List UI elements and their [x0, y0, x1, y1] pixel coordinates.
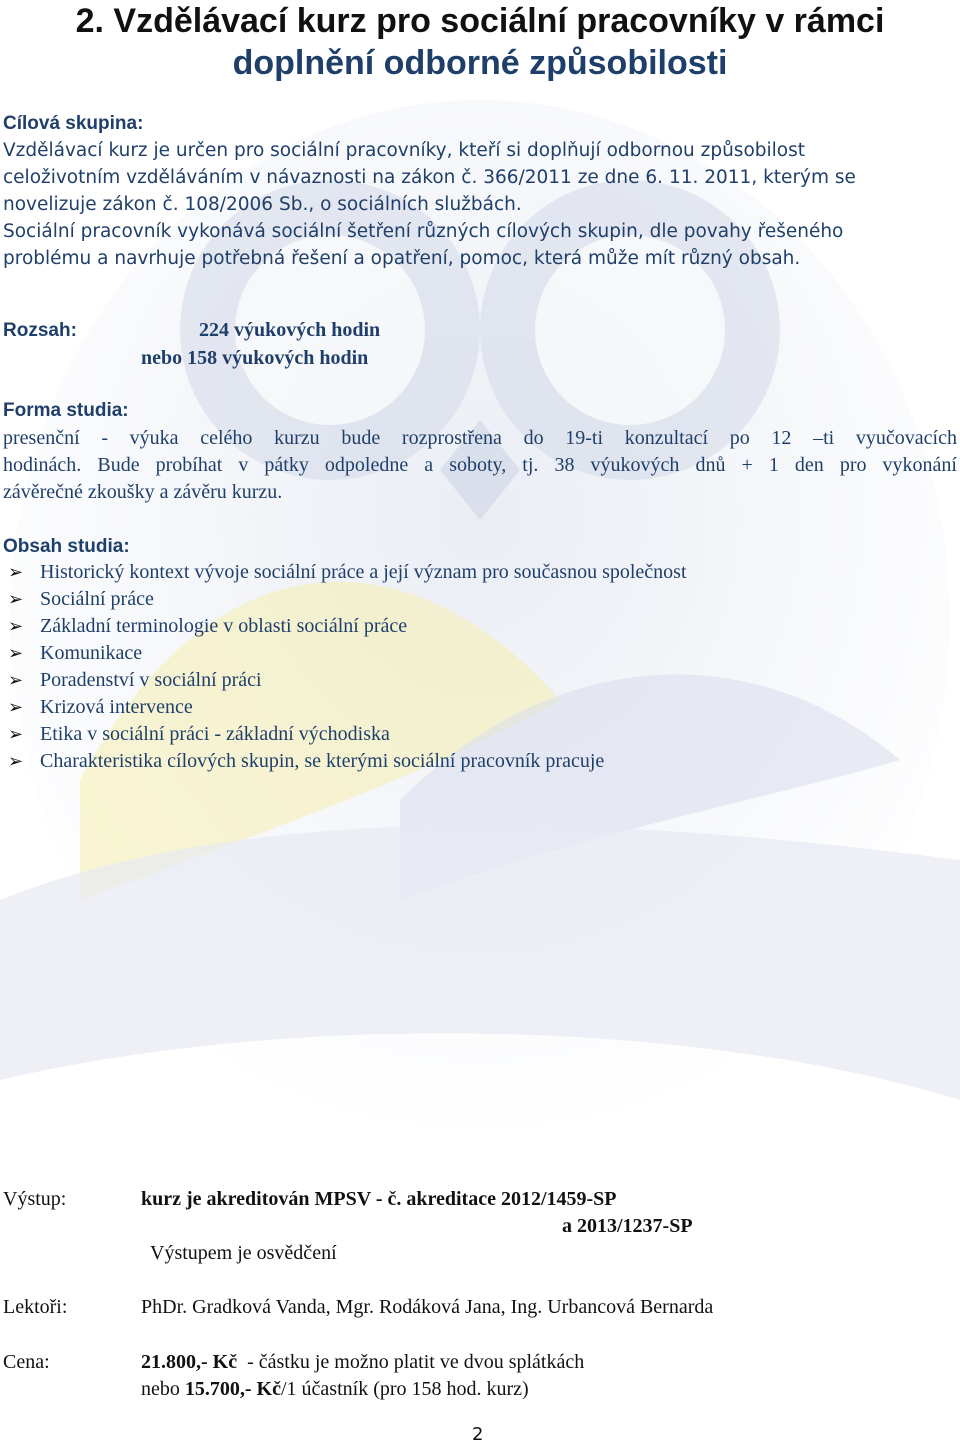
arrow-bullet-icon: ➢ [8, 589, 24, 609]
arrow-bullet-icon: ➢ [8, 697, 24, 717]
list-item [8, 561, 687, 588]
list-item [8, 642, 687, 669]
price-line2-prefix: nebo [141, 1378, 185, 1400]
list-item-text: Charakteristika cílových skupin, se kterými sociální pracovník pracuje [40, 750, 605, 772]
target-group-line: Vzdělávací kurz je určen pro sociální pracovníky, kteří si doplňují odbornou způsobilost [3, 140, 805, 161]
page-title-line2: doplnění odborné způsobilosti [232, 44, 728, 82]
target-group-line: novelizuje zákon č. 108/2006 Sb., o sociálních službách. [3, 194, 522, 215]
price-label: Cena: [3, 1351, 50, 1373]
list-item-text: Etika v sociální práci - základní východiska [40, 723, 390, 745]
list-item [8, 615, 687, 642]
output-line1: kurz je akreditován MPSV - č. akreditace 2012/1459-SP [141, 1188, 617, 1210]
target-group-text [3, 137, 856, 272]
list-item [8, 588, 687, 615]
page-title-line1: 2. Vzdělávací kurz pro sociální pracovníky v rámci [75, 2, 885, 40]
lecturers-label: Lektoři: [3, 1296, 68, 1318]
list-item-text: Historický kontext vývoje sociální práce a její význam pro současnou společnost [40, 561, 687, 583]
price-amount-full: 21.800,- Kč [141, 1351, 238, 1373]
list-item [8, 696, 687, 723]
arrow-bullet-icon: ➢ [8, 724, 24, 744]
output-line3: Výstupem je osvědčení [150, 1242, 337, 1264]
study-form-text [3, 425, 957, 506]
scope-line1: 224 výukových hodin [199, 319, 381, 341]
study-content-heading: Obsah studia: [3, 536, 130, 557]
arrow-bullet-icon: ➢ [8, 670, 24, 690]
arrow-bullet-icon: ➢ [8, 616, 24, 636]
scope-label: Rozsah: [3, 320, 77, 341]
study-content-list [8, 561, 687, 777]
scope-line2: nebo 158 výukových hodin [141, 347, 369, 369]
study-form-line: presenční - výuka celého kurzu bude rozprostřena do 19-ti konzultací po 12 –ti vyučovacích [3, 427, 957, 449]
price-line1 [141, 1349, 584, 1376]
list-item-text: Základní terminologie v oblasti sociální práce [40, 615, 408, 637]
price-amount-reduced: 15.700,- Kč [184, 1378, 281, 1400]
arrow-bullet-icon: ➢ [8, 562, 24, 582]
list-item-text: Poradenství v sociální práci [40, 669, 262, 691]
list-item [8, 750, 687, 777]
price-line1-text: - částku je možno platit ve dvou splátkách [237, 1351, 585, 1373]
page-title [0, 0, 960, 84]
target-group-line: celoživotním vzděláváním v návaznosti na zákon č. 366/2011 ze dne 6. 11. 2011, kterým se [3, 167, 856, 188]
target-group-line: Sociální pracovník vykonává sociální šetření různých cílových skupin, dle povahy řešeného [3, 221, 844, 242]
page-number: 2 [472, 1424, 484, 1445]
price-line2-text: /1 účastník (pro 158 hod. kurz) [280, 1378, 529, 1400]
list-item [8, 723, 687, 750]
list-item-text: Komunikace [40, 642, 143, 664]
output-label: Výstup: [3, 1188, 67, 1210]
arrow-bullet-icon: ➢ [8, 751, 24, 771]
list-item [8, 669, 687, 696]
arrow-bullet-icon: ➢ [8, 643, 24, 663]
price-line2 [141, 1376, 529, 1403]
output-line2: a 2013/1237-SP [562, 1215, 693, 1237]
list-item-text: Krizová intervence [40, 696, 193, 718]
target-group-heading: Cílová skupina: [3, 113, 144, 134]
list-item-text: Sociální práce [40, 588, 154, 610]
study-form-line: hodinách. Bude probíhat v pátky odpoledne a soboty, tj. 38 výukových dnů + 1 den pro vykonání [3, 454, 957, 476]
study-form-line: závěrečné zkoušky a závěru kurzu. [3, 481, 283, 503]
target-group-line: problému a navrhuje potřebná řešení a opatření, pomoc, která může mít různý obsah. [3, 248, 801, 269]
lecturers-value: PhDr. Gradková Vanda, Mgr. Rodáková Jana, Ing. Urbancová Bernarda [141, 1296, 714, 1318]
study-form-heading: Forma studia: [3, 400, 129, 421]
